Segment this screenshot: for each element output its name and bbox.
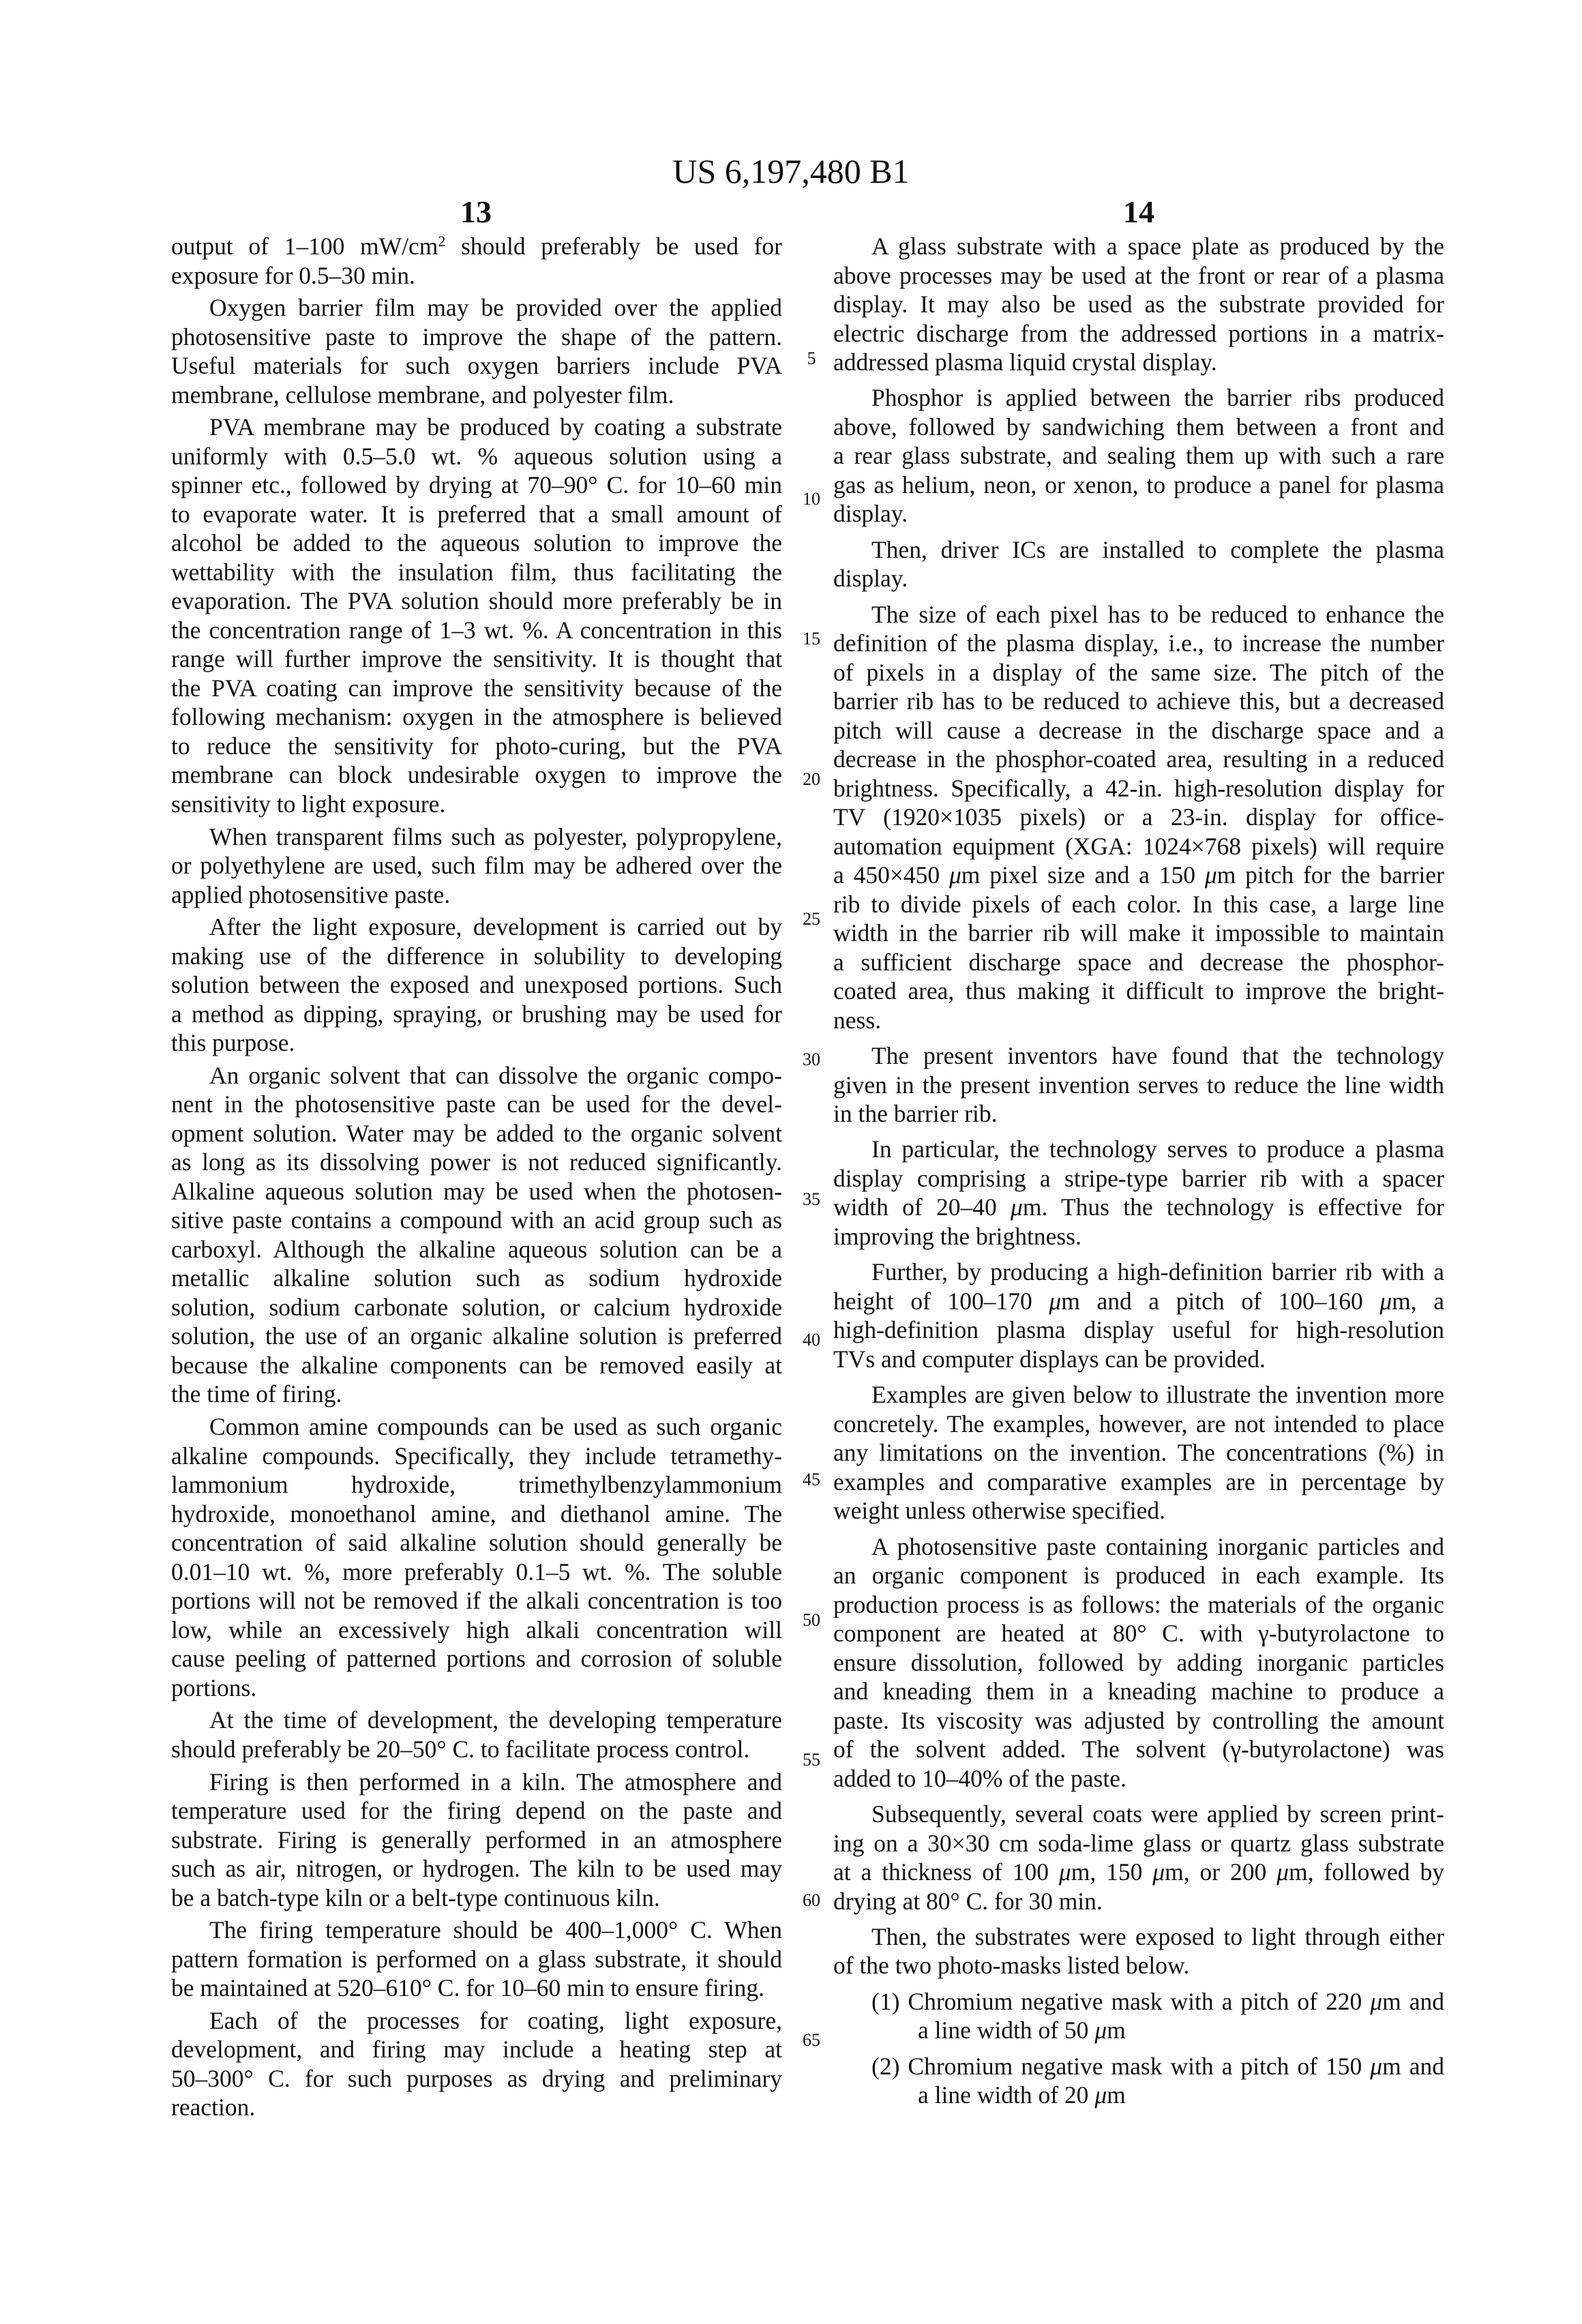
text-line: 0.01–10 wt. %, more preferably 0.1–5 wt. %. The soluble [171,1558,782,1585]
text-line: Then, driver ICs are installed to complete the plasma [871,535,1444,563]
text-line: the concentration range of 1–3 wt. %. A concentration in this [171,616,782,644]
paragraph [171,822,782,910]
text-line: to evaporate water. It is preferred that a small amount of [171,500,782,528]
text-line: weight unless otherwise specified. [833,1497,1166,1525]
text-line: improving the brightness. [833,1222,1081,1250]
text-line: temperature used for the firing depend on the paste and [171,1797,782,1824]
text-line: When transparent films such as polyester, polypropylene, [209,822,782,850]
text-line: output of 1–100 $mW/cm^2$ should preferably be used for [171,232,782,260]
paragraph [171,293,782,409]
gutter-line-number: 40 [803,1329,820,1350]
gutter-line-number: 15 [803,629,820,649]
paragraph [171,912,782,1058]
text-line: ness. [833,1006,882,1034]
text-line: a method as dipping, spraying, or brushing may be used for [171,1000,782,1028]
text-line: such as air, nitrogen, or hydrogen. The kiln to be used may [171,1855,782,1882]
text-line: of the two photo-masks listed below. [833,1952,1190,1980]
paragraph [171,1412,782,1702]
text-line: spinner etc., followed by drying at 70–90° C. for 10–60 min [171,471,782,499]
text-line: high-definition plasma display useful for high-resolution [833,1316,1444,1344]
paragraph [171,413,782,818]
text-line: Each of the processes for coating, light exposure, [209,2006,782,2034]
gutter-line-number: 35 [803,1189,820,1209]
paragraph [833,1135,1444,1251]
italic-symbol: μ [1049,1287,1062,1315]
paragraph [833,1922,1444,1980]
text-line: concretely. The examples, however, are not intended to place [833,1410,1444,1437]
text-line: as long as its dissolving power is not reduced significantly. [171,1148,782,1176]
text-line: height of 100–170 μm and a pitch of 100–160 μm, a [833,1287,1444,1315]
text-line: be maintained at 520–610° C. for 10–60 min to ensure firing. [171,1974,764,2002]
text-line: At the time of development, the developing temperature [209,1706,782,1734]
text-line: concentration of said alkaline solution should generally be [171,1529,782,1557]
italic-symbol: μ [1058,1858,1071,1886]
italic-symbol: μ [1152,1858,1165,1886]
text-line: any limitations on the invention. The concentrations (%) in [833,1439,1444,1467]
column-number-right: 14 [1123,194,1154,229]
text-line: Then, the substrates were exposed to light through either [871,1922,1444,1950]
italic-symbol: μ [1204,861,1217,889]
list-item [833,1987,1444,2045]
text-line: low, while an excessively high alkali concentration will [171,1615,782,1643]
text-line: exposure for 0.5–30 min. [171,261,415,289]
text-line: be a batch-type kiln or a belt-type continuous kiln. [171,1883,660,1911]
column-number-left: 13 [460,194,492,229]
text-line: sensitivity to light exposure. [171,790,446,818]
text-line: applied photosensitive paste. [171,880,451,908]
text-line: barrier rib has to be reduced to achieve this, but a decreased [833,687,1444,715]
text-line: following mechanism: oxygen in the atmosphere is believed [171,703,782,731]
text-line: 50–300° C. for such purposes as drying and preliminary [171,2064,782,2092]
text-line: because the alkaline components can be removed easily at [171,1351,782,1379]
text-line: The present inventors have found that the technology [871,1042,1444,1070]
text-line: An organic solvent that can dissolve the organic compo- [209,1061,782,1089]
text-line: given in the present invention serves to reduce the line width [833,1071,1444,1099]
text-line: making use of the difference in solubility to developing [171,942,782,970]
text-line: a line width of 20 μm [918,2081,1126,2109]
right-text-column [833,232,1444,2110]
paragraph [171,1768,782,1913]
text-line: nent in the photosensitive paste can be used for the devel- [171,1090,782,1118]
text-line: solution between the exposed and unexposed portions. Such [171,971,782,999]
text-line: cause peeling of patterned portions and corrosion of soluble [171,1645,782,1673]
paragraph [171,1705,782,1763]
paragraph [833,1041,1444,1129]
text-line: an organic component is produced in each example. Its [833,1562,1444,1590]
text-line: wettability with the insulation film, thus facilitating the [171,558,782,586]
text-line: Common amine compounds can be used as such organic [209,1413,782,1441]
text-line: carboxyl. Although the alkaline aqueous solution can be a [171,1235,782,1263]
text-line: (2) Chromium negative mask with a pitch of 150 μm and [871,2052,1444,2080]
text-line: portions. [171,1673,257,1701]
list-item [833,2052,1444,2110]
text-line: The size of each pixel has to be reduced to enhance the [871,600,1444,628]
text-line: width of 20–40 μm. Thus the technology is effective for [833,1193,1444,1221]
text-line: or polyethylene are used, such film may be adhered over the [171,852,782,880]
gutter-line-number: 20 [803,769,820,789]
text-line: definition of the plasma display, i.e., to increase the number [833,629,1444,657]
italic-symbol: μ [1370,1987,1383,2015]
text-line: added to 10–40% of the paste. [833,1764,1126,1792]
text-line: In particular, the technology serves to produce a plasma [871,1135,1444,1163]
text-line: Useful materials for such oxygen barriers include PVA [171,352,782,380]
text-line: display. [833,500,908,528]
gutter-line-number: 30 [803,1049,820,1069]
gutter-line-number: 5 [807,348,816,368]
text-line: range will further improve the sensitivity. It is thought that [171,645,782,673]
text-line: reaction. [171,2094,256,2121]
paragraph [171,232,782,290]
gutter-line-number: 50 [803,1609,820,1630]
text-line: of the solvent added. The solvent (γ-butyrolactone) was [833,1735,1444,1763]
text-line: A glass substrate with a space plate as produced by the [871,233,1444,260]
text-line: component are heated at 80° C. with γ-butyrolactone to [833,1620,1444,1648]
paragraph [833,383,1444,528]
text-line: uniformly with 0.5–5.0 wt. % aqueous solution using a [171,442,782,470]
text-line: examples and comparative examples are in percentage by [833,1468,1444,1495]
text-line: a 450×450 μm pixel size and a 150 μm pitch for the barrier [833,861,1444,889]
text-line: above, followed by sandwiching them between a front and [833,413,1444,441]
paragraph [171,1061,782,1409]
paragraph [833,1380,1444,1525]
text-line: sitive paste contains a compound with an acid group such as [171,1206,782,1234]
text-line: After the light exposure, development is carried out by [209,913,782,941]
italic-symbol: μ [1277,1858,1289,1886]
text-line: addressed plasma liquid crystal display. [833,348,1217,376]
text-line: in the barrier rib. [833,1100,998,1128]
text-line: hydroxide, monoethanol amine, and diethanol amine. The [171,1500,782,1528]
text-line: The firing temperature should be 400–1,000° C. When [209,1916,782,1944]
text-line: Firing is then performed in a kiln. The atmosphere and [209,1768,782,1796]
text-line: paste. Its viscosity was adjusted by controlling the amount [833,1706,1444,1734]
text-line: TVs and computer displays can be provided. [833,1345,1266,1373]
text-line: lammonium hydroxide, trimethylbenzylammonium [171,1471,782,1499]
text-line: above processes may be used at the front or rear of a plasma [833,261,1444,289]
text-line: production process is as follows: the materials of the organic [833,1590,1444,1618]
text-line: development, and firing may include a heating step at [171,2036,782,2064]
text-line: solution, the use of an organic alkaline solution is preferred [171,1322,782,1350]
italic-symbol: μ [1011,1193,1023,1221]
text-line: display. It may also be used as the substrate provided for [833,290,1444,318]
text-line: ing on a 30×30 cm soda-lime glass or quartz glass substrate [833,1829,1444,1857]
gutter-line-number: 55 [803,1750,820,1770]
text-line: Examples are given below to illustrate the invention more [871,1381,1444,1409]
text-line: membrane can block undesirable oxygen to improve the [171,761,782,789]
paragraph [833,600,1444,1035]
text-line: drying at 80° C. for 30 min. [833,1887,1103,1915]
italic-symbol: μ [1094,2081,1107,2109]
text-line: automation equipment (XGA: 1024×768 pixels) will require [833,832,1444,860]
text-line: TV (1920×1035 pixels) or a 23-in. display for office- [833,803,1444,831]
text-line: substrate. Firing is generally performed in an atmosphere [171,1826,782,1853]
paragraph [171,1916,782,2003]
text-line: to reduce the sensitivity for photo-curing, but the PVA [171,732,782,760]
text-line: of pixels in a display of the same size. The pitch of the [833,658,1444,686]
gutter-line-number: 60 [803,1890,820,1910]
paragraph [833,535,1444,593]
text-line: Oxygen barrier film may be provided over the applied [209,294,782,322]
text-line: (1) Chromium negative mask with a pitch of 220 μm and [871,1987,1444,2015]
text-line: Further, by producing a high-definition barrier rib with a [871,1258,1444,1286]
text-line: portions will not be removed if the alkali concentration is too [171,1587,782,1615]
paragraph [833,1257,1444,1373]
text-line: Phosphor is applied between the barrier ribs produced [871,384,1444,412]
italic-symbol: μ [1370,2052,1383,2080]
text-line: evaporation. The PVA solution should more preferably be in [171,587,782,615]
text-line: width in the barrier rib will make it impossible to maintain [833,919,1444,947]
text-line: pattern formation is performed on a glass substrate, it should [171,1945,782,1973]
paragraph [171,2006,782,2122]
text-line: PVA membrane may be produced by coating a substrate [209,413,782,441]
text-line: display comprising a stripe-type barrier rib with a spacer [833,1164,1444,1192]
text-line: a rear glass substrate, and sealing them up with such a rare [833,442,1444,470]
text-line: membrane, cellulose membrane, and polyester film. [171,381,674,408]
text-line: brightness. Specifically, a 42-in. high-resolution display for [833,774,1444,802]
paragraph [833,232,1444,377]
text-line: pitch will cause a decrease in the discharge space and a [833,716,1444,744]
text-line: Alkaline aqueous solution may be used when the photosen- [171,1177,782,1205]
text-line: metallic alkaline solution such as sodium hydroxide [171,1264,782,1292]
paragraph [833,1532,1444,1793]
text-line: decrease in the phosphor-coated area, resulting in a reduced [833,745,1444,773]
text-line: photosensitive paste to improve the shape of the pattern. [171,323,782,351]
text-line: alkaline compounds. Specifically, they include tetramethy- [171,1442,782,1470]
superscript: 2 [438,232,446,250]
text-line: A photosensitive paste containing inorganic particles and [871,1532,1444,1560]
italic-symbol: μ [1379,1287,1392,1315]
text-line: solution, sodium carbonate solution, or calcium hydroxide [171,1293,782,1321]
text-line: display. [833,565,908,593]
text-line: should preferably be 20–50° C. to facilitate process control. [171,1735,750,1763]
patent-number: US 6,197,480 B1 [672,152,910,190]
text-line: alcohol be added to the aqueous solution to improve the [171,529,782,557]
text-line: coated area, thus making it difficult to improve the bright- [833,977,1444,1005]
gutter-line-number: 25 [803,909,820,929]
text-line: this purpose. [171,1029,295,1057]
italic-symbol: μ [1094,2016,1107,2044]
gutter-line-number: 45 [803,1470,820,1489]
text-line: electric discharge from the addressed portions in a matrix- [833,319,1444,347]
text-line: a sufficient discharge space and decrease the phosphor- [833,948,1444,976]
text-line: gas as helium, neon, or xenon, to produce a panel for plasma [833,471,1444,498]
text-line: a line width of 50 μm [918,2016,1126,2044]
text-line: the PVA coating can improve the sensitivity because of the [171,674,782,702]
text-line: opment solution. Water may be added to the organic solvent [171,1119,782,1147]
text-line: and kneading them in a kneading machine to produce a [833,1678,1444,1705]
text-line: at a thickness of 100 μm, 150 μm, or 200 μm, followed by [833,1858,1444,1886]
text-line: Subsequently, several coats were applied by screen print- [871,1800,1444,1828]
italic-symbol: μ [949,861,961,889]
left-text-column [171,232,782,2122]
text-line: the time of firing. [171,1380,342,1408]
gutter-line-number: 10 [803,488,820,509]
text-line: rib to divide pixels of each color. In this case, a large line [833,890,1444,918]
text-line: ensure dissolution, followed by adding inorganic particles [833,1648,1444,1676]
paragraph [833,1800,1444,1916]
gutter-line-number: 65 [803,2030,820,2050]
